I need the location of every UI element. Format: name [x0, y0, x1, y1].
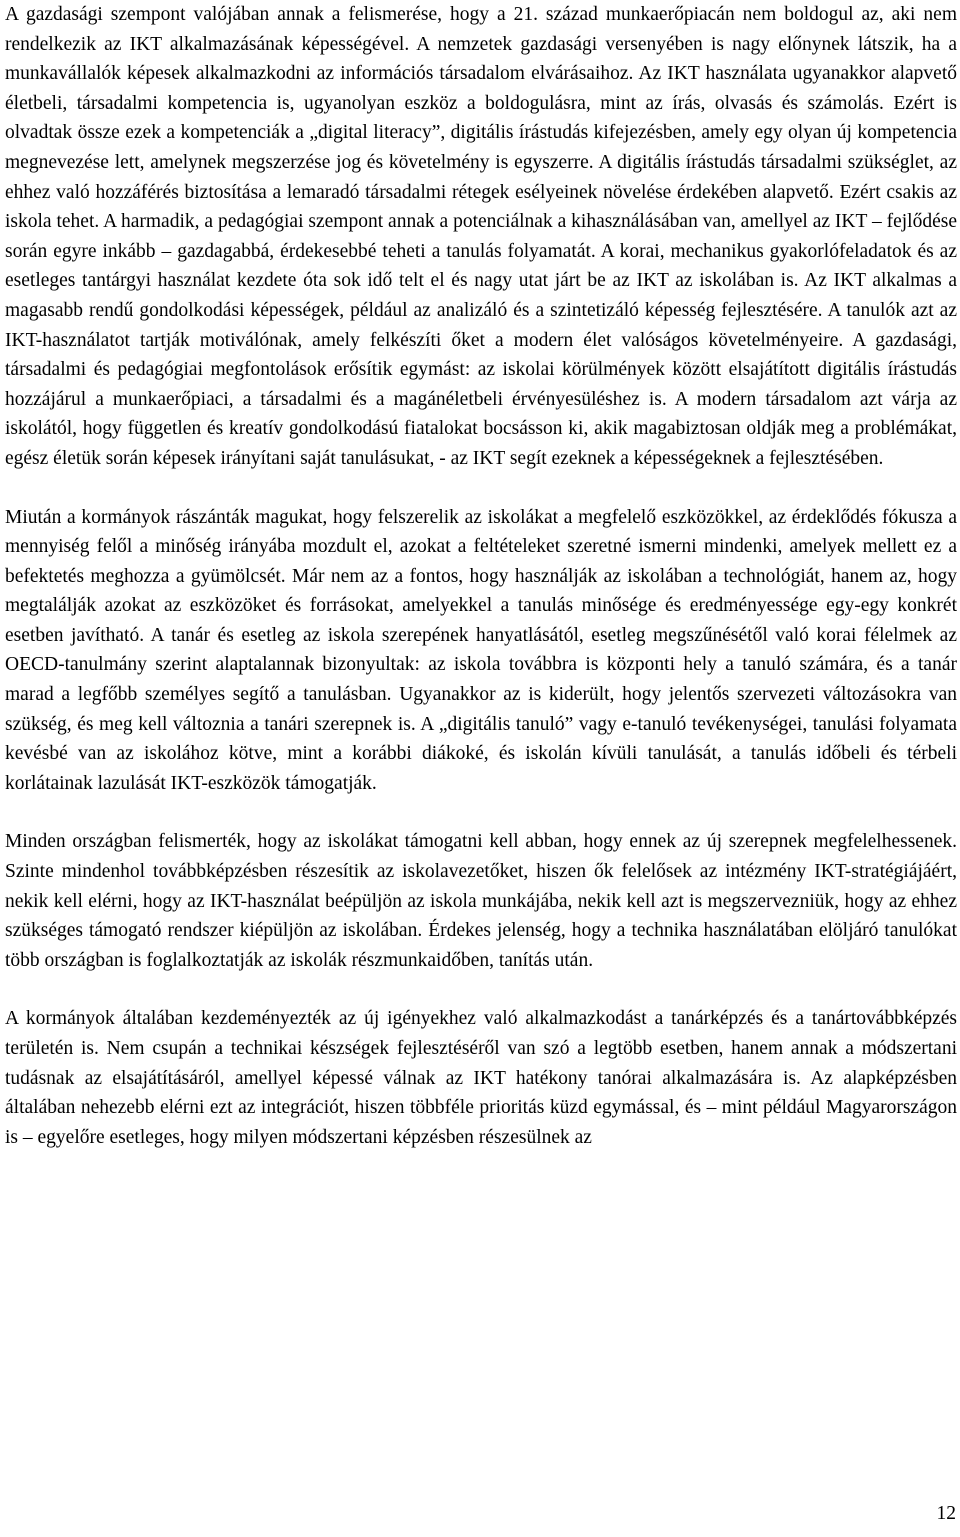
body-paragraph-1: A gazdasági szempont valójában annak a felismerése, hogy a 21. század munkaerőpiacán nem boldogul az, aki nem rendelkezik az IKT alkalmazásának képességével. A nemzetek gazdasági versenyében is nagy előnynek látszik, ha a munkavállalók képesek alkalmazkodni az információs társadalom elvárásaihoz. Az IKT használata ugyanakkor alapvető életbeli, társadalmi kompetencia is, ugyanolyan eszköz a boldogulásra, mint az írás, olvasás és számolás. Ezért is olvadtak össze ezek a kompetenciák a „digital literacy”, digitális írástudás kifejezésben, amely egy olyan új kompetencia megnevezése lett, amelynek megszerzése jog és követelmény is egyszerre. A digitális írástudás társadalmi szükséglet, az ehhez való hozzáférés biztosítása a lemaradó társadalmi rétegek esélyeinek növelése érdekében alapvető. Ezért csakis az iskola tehet. A harmadik, a pedagógiai szempont annak a potenciálnak a kihasználásában van, amellyel az IKT – fejlődése során egyre inkább – gazdagabbá, érdekesebbé teheti a tanulás folyamatát. A korai, mechanikus gyakorlófeladatok és az esetleges tantárgyi használat kezdete óta sok idő telt el és nagy utat járt be az IKT az iskolában is. Az IKT alkalmas a magasabb rendű gondolkodási képességek, például az analizáló és a szintetizáló képesség fejlesztésére. A tanulók azt az IKT-használatot tartják motiválónak, amely felkészíti őket a modern élet valóságos követelményeire. A gazdasági, társadalmi és pedagógiai megfontolások erősítik egymást: az iskolai körülmények között elsajátított digitális írástudás hozzájárul a munkaerőpiaci, a társadalmi és a magánéletbeli érvényesüléshez is. A modern társadalom azt várja az iskolától, hogy független és kreatív gondolkodású fiatalokat bocsásson ki, akik magabiztosan oldják meg a problémákat, egész életük során képesek irányítani saját tanulásukat, - az IKT segít ezeknek a képességeknek a fejlesztésében.	[5, 4, 957, 469]
body-paragraph-4: A kormányok általában kezdeményezték az új igényekhez való alkalmazkodást a tanárképzés és a tanártovábbképzés területén is. Nem csupán a technikai készségek fejlesztéséről van szó a legtöbb esetben, hanem annak a módszertani tudásnak az elsajátításáról, amellyel képessé válnak az IKT hatékony tanórai alkalmazására is. Az alapképzésben általában nehezebb elérni ezt az integrációt, hiszen többféle prioritás küzd egymással, és – mint például Magyarországon is – egyelőre esetleges, hogy milyen módszertani képzésben részesülnek az	[5, 1008, 957, 1148]
body-paragraph-2: Miután a kormányok rászánták magukat, hogy felszerelik az iskolákat a megfelelő eszközökkel, az érdeklődés fókusza a mennyiség felől a minőség irányába mozdult el, azokat a feltételeket szeretné ismerni mindenki, amelyek mellett ez a befektetés meghozza a gyümölcsét. Már nem az a fontos, hogy használják az iskolában a technológiát, hanem az, hogy megtalálják azokat az eszközöket és forrásokat, amelyekkel a tanulás minősége és eredményessége egy-egy konkrét esetben javítható. A tanár és esetleg az iskola szerepének hanyatlásától, esetleg megszűnésétől való korai félelmek az OECD-tanulmány szerint alaptalannak bizonyultak: az iskola továbbra is központi hely a tanuló számára, és a tanár marad a legfőbb személyes segítő a tanulásban. Ugyanakkor az is kiderült, hogy jelentős szervezeti változásokra van szükség, és meg kell változnia a tanári szerepnek is. A „digitális tanuló” vagy e-tanuló tevékenységei, tanulási folyamata kevésbé van az iskolához kötve, mint a korábbi diákoké, és iskolán kívüli tanulását, a tanulás időbeli és térbeli korlátainak lazulását IKT-eszközök támogatják.	[5, 506, 957, 794]
body-paragraph-3: Minden országban felismerték, hogy az iskolákat támogatni kell abban, hogy ennek az új szerepnek megfelelhessenek. Szinte mindenhol továbbképzésben részesítik az iskolavezetőket, hiszen ők felelősek az intézmény IKT-stratégiájáért, nekik kell elérni, hogy az IKT-használat beépüljön az iskola munkájába, nekik kell azt is megszervezniük, hogy az ehhez szükséges támogató rendszer kiépüljön az iskolában. Érdekes jelenség, hogy a technika használatában elöljáró tanulókat több országban is foglalkoztatják az iskolák részmunkaidőben, tanítás után.	[5, 831, 957, 971]
document-page	[5, 0, 957, 1152]
page-number: 12	[936, 1503, 956, 1524]
